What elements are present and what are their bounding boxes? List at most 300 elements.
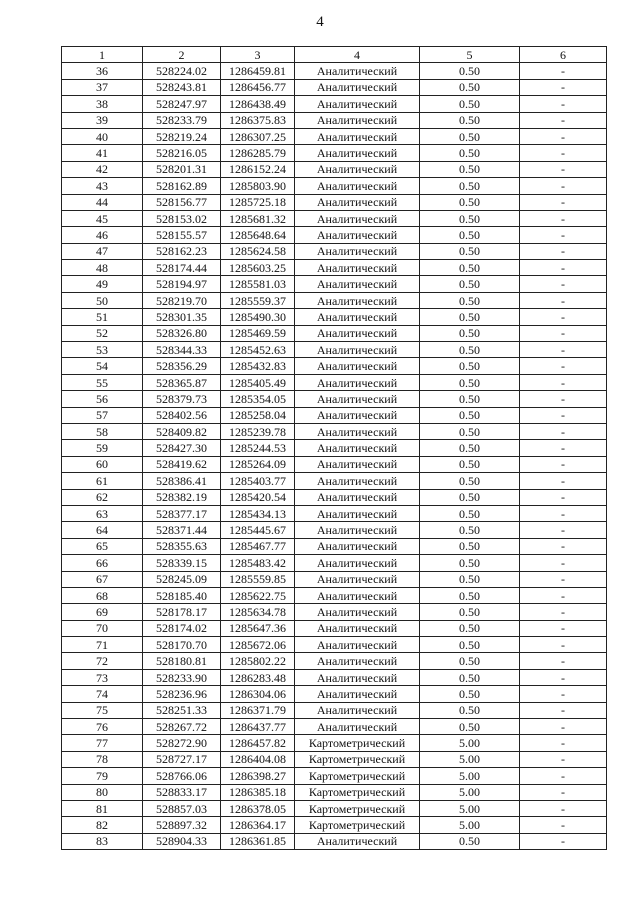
table-row xyxy=(62,538,607,554)
y-coordinate-cell: 1286378.05 xyxy=(221,800,295,816)
description-cell: - xyxy=(520,276,607,292)
table-row xyxy=(62,784,607,800)
table-row xyxy=(62,555,607,571)
accuracy-cell: 5.00 xyxy=(420,768,520,784)
accuracy-cell: 0.50 xyxy=(420,112,520,128)
method-cell: Аналитический xyxy=(295,440,420,456)
y-coordinate-cell: 1285634.78 xyxy=(221,604,295,620)
description-cell: - xyxy=(520,735,607,751)
method-cell: Аналитический xyxy=(295,669,420,685)
y-coordinate-cell: 1286307.25 xyxy=(221,128,295,144)
y-coordinate-cell: 1286459.81 xyxy=(221,63,295,79)
accuracy-cell: 0.50 xyxy=(420,538,520,554)
table-row xyxy=(62,817,607,833)
y-coordinate-cell: 1286457.82 xyxy=(221,735,295,751)
point-number-cell: 54 xyxy=(62,358,143,374)
y-coordinate-cell: 1285681.32 xyxy=(221,210,295,226)
description-cell: - xyxy=(520,178,607,194)
point-number-cell: 70 xyxy=(62,620,143,636)
header-cell-accuracy: 5 xyxy=(420,47,520,63)
accuracy-cell: 0.50 xyxy=(420,702,520,718)
table-row xyxy=(62,210,607,226)
point-number-cell: 55 xyxy=(62,374,143,390)
table-header xyxy=(62,47,607,63)
description-cell: - xyxy=(520,571,607,587)
point-number-cell: 69 xyxy=(62,604,143,620)
x-coordinate-cell: 528857.03 xyxy=(143,800,221,816)
y-coordinate-cell: 1285603.25 xyxy=(221,260,295,276)
x-coordinate-cell: 528156.77 xyxy=(143,194,221,210)
x-coordinate-cell: 528897.32 xyxy=(143,817,221,833)
y-coordinate-cell: 1286404.08 xyxy=(221,751,295,767)
method-cell: Аналитический xyxy=(295,342,420,358)
point-number-cell: 42 xyxy=(62,161,143,177)
point-number-cell: 59 xyxy=(62,440,143,456)
accuracy-cell: 0.50 xyxy=(420,79,520,95)
table-row xyxy=(62,473,607,489)
table-body xyxy=(62,63,607,850)
accuracy-cell: 0.50 xyxy=(420,833,520,849)
table-row xyxy=(62,145,607,161)
point-number-cell: 48 xyxy=(62,260,143,276)
description-cell: - xyxy=(520,669,607,685)
point-number-cell: 39 xyxy=(62,112,143,128)
table-row xyxy=(62,112,607,128)
accuracy-cell: 0.50 xyxy=(420,260,520,276)
accuracy-cell: 5.00 xyxy=(420,784,520,800)
table-row xyxy=(62,686,607,702)
header-cell-method: 4 xyxy=(295,47,420,63)
point-number-cell: 53 xyxy=(62,342,143,358)
y-coordinate-cell: 1285469.59 xyxy=(221,325,295,341)
method-cell: Аналитический xyxy=(295,96,420,112)
x-coordinate-cell: 528365.87 xyxy=(143,374,221,390)
x-coordinate-cell: 528233.79 xyxy=(143,112,221,128)
y-coordinate-cell: 1285803.90 xyxy=(221,178,295,194)
x-coordinate-cell: 528386.41 xyxy=(143,473,221,489)
description-cell: - xyxy=(520,653,607,669)
y-coordinate-cell: 1286375.83 xyxy=(221,112,295,128)
description-cell: - xyxy=(520,358,607,374)
description-cell: - xyxy=(520,128,607,144)
description-cell: - xyxy=(520,112,607,128)
y-coordinate-cell: 1286285.79 xyxy=(221,145,295,161)
x-coordinate-cell: 528339.15 xyxy=(143,555,221,571)
accuracy-cell: 5.00 xyxy=(420,751,520,767)
description-cell: - xyxy=(520,489,607,505)
method-cell: Аналитический xyxy=(295,407,420,423)
accuracy-cell: 0.50 xyxy=(420,637,520,653)
method-cell: Картометрический xyxy=(295,817,420,833)
method-cell: Аналитический xyxy=(295,587,420,603)
description-cell: - xyxy=(520,587,607,603)
table-row xyxy=(62,407,607,423)
x-coordinate-cell: 528180.81 xyxy=(143,653,221,669)
table-row xyxy=(62,522,607,538)
description-cell: - xyxy=(520,210,607,226)
method-cell: Аналитический xyxy=(295,505,420,521)
table-row xyxy=(62,227,607,243)
method-cell: Аналитический xyxy=(295,79,420,95)
method-cell: Аналитический xyxy=(295,833,420,849)
description-cell: - xyxy=(520,342,607,358)
point-number-cell: 82 xyxy=(62,817,143,833)
accuracy-cell: 0.50 xyxy=(420,96,520,112)
method-cell: Аналитический xyxy=(295,456,420,472)
accuracy-cell: 0.50 xyxy=(420,653,520,669)
point-number-cell: 81 xyxy=(62,800,143,816)
method-cell: Аналитический xyxy=(295,325,420,341)
description-cell: - xyxy=(520,456,607,472)
accuracy-cell: 0.50 xyxy=(420,391,520,407)
description-cell: - xyxy=(520,325,607,341)
table-row xyxy=(62,456,607,472)
y-coordinate-cell: 1285648.64 xyxy=(221,227,295,243)
table-row xyxy=(62,719,607,735)
description-cell: - xyxy=(520,637,607,653)
point-number-cell: 61 xyxy=(62,473,143,489)
description-cell: - xyxy=(520,243,607,259)
table-row xyxy=(62,276,607,292)
description-cell: - xyxy=(520,440,607,456)
description-cell: - xyxy=(520,555,607,571)
y-coordinate-cell: 1285467.77 xyxy=(221,538,295,554)
point-number-cell: 71 xyxy=(62,637,143,653)
y-coordinate-cell: 1286304.06 xyxy=(221,686,295,702)
y-coordinate-cell: 1285647.36 xyxy=(221,620,295,636)
point-number-cell: 56 xyxy=(62,391,143,407)
point-number-cell: 64 xyxy=(62,522,143,538)
description-cell: - xyxy=(520,604,607,620)
x-coordinate-cell: 528178.17 xyxy=(143,604,221,620)
method-cell: Аналитический xyxy=(295,178,420,194)
method-cell: Аналитический xyxy=(295,604,420,620)
table-row xyxy=(62,800,607,816)
description-cell: - xyxy=(520,702,607,718)
description-cell: - xyxy=(520,260,607,276)
method-cell: Картометрический xyxy=(295,751,420,767)
x-coordinate-cell: 528153.02 xyxy=(143,210,221,226)
x-coordinate-cell: 528224.02 xyxy=(143,63,221,79)
accuracy-cell: 0.50 xyxy=(420,276,520,292)
table-row xyxy=(62,391,607,407)
method-cell: Аналитический xyxy=(295,637,420,653)
description-cell: - xyxy=(520,522,607,538)
point-number-cell: 68 xyxy=(62,587,143,603)
description-cell: - xyxy=(520,145,607,161)
table-row xyxy=(62,489,607,505)
accuracy-cell: 0.50 xyxy=(420,407,520,423)
table-row xyxy=(62,243,607,259)
method-cell: Аналитический xyxy=(295,243,420,259)
description-cell: - xyxy=(520,719,607,735)
method-cell: Аналитический xyxy=(295,702,420,718)
point-number-cell: 83 xyxy=(62,833,143,849)
table-row xyxy=(62,128,607,144)
method-cell: Аналитический xyxy=(295,538,420,554)
table-row xyxy=(62,637,607,653)
accuracy-cell: 5.00 xyxy=(420,800,520,816)
y-coordinate-cell: 1286385.18 xyxy=(221,784,295,800)
table-row xyxy=(62,604,607,620)
y-coordinate-cell: 1285258.04 xyxy=(221,407,295,423)
accuracy-cell: 0.50 xyxy=(420,587,520,603)
y-coordinate-cell: 1285483.42 xyxy=(221,555,295,571)
accuracy-cell: 0.50 xyxy=(420,669,520,685)
y-coordinate-cell: 1285354.05 xyxy=(221,391,295,407)
header-cell-description: 6 xyxy=(520,47,607,63)
header-row xyxy=(62,47,607,63)
description-cell: - xyxy=(520,538,607,554)
y-coordinate-cell: 1286283.48 xyxy=(221,669,295,685)
table-row xyxy=(62,260,607,276)
y-coordinate-cell: 1286364.17 xyxy=(221,817,295,833)
accuracy-cell: 0.50 xyxy=(420,358,520,374)
page-number: 4 xyxy=(316,14,324,30)
description-cell: - xyxy=(520,817,607,833)
method-cell: Аналитический xyxy=(295,555,420,571)
x-coordinate-cell: 528344.33 xyxy=(143,342,221,358)
accuracy-cell: 5.00 xyxy=(420,735,520,751)
table-row xyxy=(62,63,607,79)
description-cell: - xyxy=(520,686,607,702)
x-coordinate-cell: 528727.17 xyxy=(143,751,221,767)
y-coordinate-cell: 1285264.09 xyxy=(221,456,295,472)
method-cell: Аналитический xyxy=(295,719,420,735)
x-coordinate-cell: 528379.73 xyxy=(143,391,221,407)
point-number-cell: 58 xyxy=(62,423,143,439)
x-coordinate-cell: 528245.09 xyxy=(143,571,221,587)
y-coordinate-cell: 1285244.53 xyxy=(221,440,295,456)
point-number-cell: 72 xyxy=(62,653,143,669)
coordinates-table xyxy=(61,46,607,850)
table-row xyxy=(62,358,607,374)
table-row xyxy=(62,194,607,210)
description-cell: - xyxy=(520,784,607,800)
point-number-cell: 65 xyxy=(62,538,143,554)
y-coordinate-cell: 1285434.13 xyxy=(221,505,295,521)
method-cell: Аналитический xyxy=(295,112,420,128)
table-row xyxy=(62,96,607,112)
table-row xyxy=(62,571,607,587)
description-cell: - xyxy=(520,227,607,243)
y-coordinate-cell: 1286371.79 xyxy=(221,702,295,718)
x-coordinate-cell: 528402.56 xyxy=(143,407,221,423)
x-coordinate-cell: 528377.17 xyxy=(143,505,221,521)
point-number-cell: 66 xyxy=(62,555,143,571)
description-cell: - xyxy=(520,292,607,308)
method-cell: Картометрический xyxy=(295,784,420,800)
accuracy-cell: 0.50 xyxy=(420,719,520,735)
x-coordinate-cell: 528219.70 xyxy=(143,292,221,308)
point-number-cell: 41 xyxy=(62,145,143,161)
x-coordinate-cell: 528162.89 xyxy=(143,178,221,194)
header-cell-point-number: 1 xyxy=(62,47,143,63)
method-cell: Аналитический xyxy=(295,653,420,669)
table-row xyxy=(62,587,607,603)
method-cell: Аналитический xyxy=(295,194,420,210)
table-row xyxy=(62,440,607,456)
point-number-cell: 47 xyxy=(62,243,143,259)
y-coordinate-cell: 1285559.37 xyxy=(221,292,295,308)
y-coordinate-cell: 1285672.06 xyxy=(221,637,295,653)
description-cell: - xyxy=(520,473,607,489)
x-coordinate-cell: 528382.19 xyxy=(143,489,221,505)
accuracy-cell: 0.50 xyxy=(420,194,520,210)
description-cell: - xyxy=(520,620,607,636)
table-row xyxy=(62,79,607,95)
x-coordinate-cell: 528409.82 xyxy=(143,423,221,439)
y-coordinate-cell: 1285452.63 xyxy=(221,342,295,358)
x-coordinate-cell: 528833.17 xyxy=(143,784,221,800)
point-number-cell: 40 xyxy=(62,128,143,144)
table-row xyxy=(62,505,607,521)
x-coordinate-cell: 528219.24 xyxy=(143,128,221,144)
y-coordinate-cell: 1285403.77 xyxy=(221,473,295,489)
method-cell: Аналитический xyxy=(295,276,420,292)
table-row xyxy=(62,309,607,325)
point-number-cell: 38 xyxy=(62,96,143,112)
y-coordinate-cell: 1285420.54 xyxy=(221,489,295,505)
accuracy-cell: 0.50 xyxy=(420,522,520,538)
point-number-cell: 73 xyxy=(62,669,143,685)
description-cell: - xyxy=(520,374,607,390)
table-row xyxy=(62,161,607,177)
x-coordinate-cell: 528216.05 xyxy=(143,145,221,161)
point-number-cell: 62 xyxy=(62,489,143,505)
x-coordinate-cell: 528236.96 xyxy=(143,686,221,702)
x-coordinate-cell: 528201.31 xyxy=(143,161,221,177)
x-coordinate-cell: 528243.81 xyxy=(143,79,221,95)
x-coordinate-cell: 528233.90 xyxy=(143,669,221,685)
table-row xyxy=(62,374,607,390)
description-cell: - xyxy=(520,423,607,439)
accuracy-cell: 0.50 xyxy=(420,292,520,308)
method-cell: Картометрический xyxy=(295,735,420,751)
y-coordinate-cell: 1285405.49 xyxy=(221,374,295,390)
accuracy-cell: 0.50 xyxy=(420,686,520,702)
method-cell: Аналитический xyxy=(295,145,420,161)
point-number-cell: 78 xyxy=(62,751,143,767)
point-number-cell: 50 xyxy=(62,292,143,308)
x-coordinate-cell: 528155.57 xyxy=(143,227,221,243)
accuracy-cell: 0.50 xyxy=(420,325,520,341)
accuracy-cell: 0.50 xyxy=(420,161,520,177)
y-coordinate-cell: 1286152.24 xyxy=(221,161,295,177)
point-number-cell: 63 xyxy=(62,505,143,521)
x-coordinate-cell: 528904.33 xyxy=(143,833,221,849)
accuracy-cell: 0.50 xyxy=(420,440,520,456)
table-row xyxy=(62,751,607,767)
table-row xyxy=(62,292,607,308)
method-cell: Аналитический xyxy=(295,358,420,374)
accuracy-cell: 0.50 xyxy=(420,489,520,505)
accuracy-cell: 0.50 xyxy=(420,342,520,358)
accuracy-cell: 0.50 xyxy=(420,309,520,325)
x-coordinate-cell: 528371.44 xyxy=(143,522,221,538)
point-number-cell: 43 xyxy=(62,178,143,194)
accuracy-cell: 0.50 xyxy=(420,505,520,521)
y-coordinate-cell: 1286456.77 xyxy=(221,79,295,95)
description-cell: - xyxy=(520,79,607,95)
method-cell: Аналитический xyxy=(295,423,420,439)
accuracy-cell: 0.50 xyxy=(420,620,520,636)
description-cell: - xyxy=(520,833,607,849)
y-coordinate-cell: 1285432.83 xyxy=(221,358,295,374)
point-number-cell: 67 xyxy=(62,571,143,587)
y-coordinate-cell: 1285239.78 xyxy=(221,423,295,439)
point-number-cell: 57 xyxy=(62,407,143,423)
method-cell: Аналитический xyxy=(295,63,420,79)
description-cell: - xyxy=(520,309,607,325)
point-number-cell: 37 xyxy=(62,79,143,95)
x-coordinate-cell: 528301.35 xyxy=(143,309,221,325)
table-row xyxy=(62,325,607,341)
method-cell: Картометрический xyxy=(295,800,420,816)
x-coordinate-cell: 528766.06 xyxy=(143,768,221,784)
x-coordinate-cell: 528419.62 xyxy=(143,456,221,472)
table-row xyxy=(62,735,607,751)
x-coordinate-cell: 528247.97 xyxy=(143,96,221,112)
accuracy-cell: 0.50 xyxy=(420,423,520,439)
description-cell: - xyxy=(520,768,607,784)
accuracy-cell: 0.50 xyxy=(420,227,520,243)
accuracy-cell: 0.50 xyxy=(420,604,520,620)
accuracy-cell: 0.50 xyxy=(420,145,520,161)
x-coordinate-cell: 528162.23 xyxy=(143,243,221,259)
description-cell: - xyxy=(520,161,607,177)
description-cell: - xyxy=(520,751,607,767)
method-cell: Аналитический xyxy=(295,686,420,702)
accuracy-cell: 0.50 xyxy=(420,63,520,79)
header-cell-x: 2 xyxy=(143,47,221,63)
y-coordinate-cell: 1285581.03 xyxy=(221,276,295,292)
x-coordinate-cell: 528174.44 xyxy=(143,260,221,276)
method-cell: Аналитический xyxy=(295,161,420,177)
method-cell: Аналитический xyxy=(295,522,420,538)
x-coordinate-cell: 528194.97 xyxy=(143,276,221,292)
method-cell: Аналитический xyxy=(295,620,420,636)
y-coordinate-cell: 1285490.30 xyxy=(221,309,295,325)
method-cell: Аналитический xyxy=(295,473,420,489)
method-cell: Аналитический xyxy=(295,227,420,243)
x-coordinate-cell: 528251.33 xyxy=(143,702,221,718)
table-row xyxy=(62,620,607,636)
method-cell: Аналитический xyxy=(295,489,420,505)
table-row xyxy=(62,342,607,358)
point-number-cell: 52 xyxy=(62,325,143,341)
y-coordinate-cell: 1285624.58 xyxy=(221,243,295,259)
point-number-cell: 74 xyxy=(62,686,143,702)
accuracy-cell: 5.00 xyxy=(420,817,520,833)
accuracy-cell: 0.50 xyxy=(420,555,520,571)
accuracy-cell: 0.50 xyxy=(420,374,520,390)
method-cell: Аналитический xyxy=(295,210,420,226)
y-coordinate-cell: 1286437.77 xyxy=(221,719,295,735)
y-coordinate-cell: 1285559.85 xyxy=(221,571,295,587)
description-cell: - xyxy=(520,194,607,210)
point-number-cell: 51 xyxy=(62,309,143,325)
point-number-cell: 75 xyxy=(62,702,143,718)
accuracy-cell: 0.50 xyxy=(420,210,520,226)
x-coordinate-cell: 528326.80 xyxy=(143,325,221,341)
description-cell: - xyxy=(520,96,607,112)
point-number-cell: 36 xyxy=(62,63,143,79)
description-cell: - xyxy=(520,800,607,816)
method-cell: Аналитический xyxy=(295,571,420,587)
method-cell: Аналитический xyxy=(295,391,420,407)
method-cell: Аналитический xyxy=(295,309,420,325)
